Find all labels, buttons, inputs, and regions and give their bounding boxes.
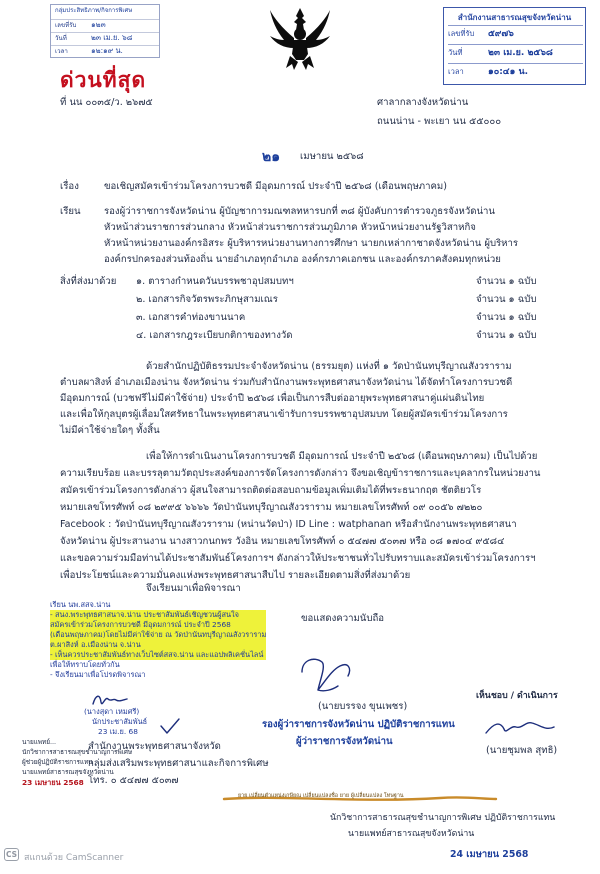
subject-text: ขอเชิญสมัครเข้าร่วมโครงการบวชดี มีอุดมการณ์ ประจำปี ๒๕๖๘ (เดือนพฤษภาคม) <box>104 181 447 192</box>
body-paragraph-2 <box>60 450 541 582</box>
signer-title-1: รองผู้ว่าราชการจังหวัดน่าน ปฏิบัติราชการแทน <box>262 719 455 730</box>
date-day: ๒๑ <box>262 149 281 165</box>
stamp-value: ๒๓ เม.ย. ๒๕๖๘ <box>488 48 553 58</box>
receipt-stamp-right <box>443 7 586 85</box>
paragraph-line: ตำบลผาสิงห์ อำเภอเมืองน่าน จังหวัดน่าน ร่วมกับสำนักงานพระพุทธศาสนาจังหวัดน่าน ได้จัดทำโครงการบวชดี <box>60 377 513 388</box>
chief-signature-icon <box>480 715 560 745</box>
attachment-qty: จำนวน ๑ ฉบับ <box>476 312 537 323</box>
attachment-item <box>136 311 546 329</box>
doc-number: ที่ นน ๐๐๓๕/ว. ๒๖๗๕ <box>60 97 153 108</box>
note-line: - สนง.พระพุทธศาสนาจ.น่าน ประชาสัมพันธ์เชิญชวนผู้สนใจ <box>50 610 266 620</box>
attachment-qty: จำนวน ๑ ฉบับ <box>476 294 537 305</box>
paragraph-line: เพื่อประโยชน์และความมั่นคงแห่งพระพุทธศาสนาสืบไป รายละเอียดตามสิ่งที่ส่งมาด้วย <box>60 570 411 581</box>
stamp-row <box>448 25 583 40</box>
attachments-label: สิ่งที่ส่งมาด้วย <box>60 276 117 287</box>
stamp-label: วันที่ <box>448 48 463 57</box>
stamp-label: เวลา <box>55 48 68 55</box>
urgency-stamp: ด่วนที่สุด <box>60 68 147 92</box>
paragraph-line: และเพื่อให้กุลบุตรผู้เลื่อมใสศรัทธาในพระพุทธศาสนาเข้ารับการบรรพชาอุปสมบท โดยผู้สมัครเข้าร่วมโครงการ <box>60 409 508 420</box>
approval-date: 23 เมษายน 2568 <box>22 778 84 787</box>
attachment-qty: จำนวน ๑ ฉบับ <box>476 276 537 287</box>
attachment-item <box>136 329 546 347</box>
paragraph-line: Facebook : วัดป่านันทบุรีญาณสังวราราม (หน่านวัดป่า) ID Line : watphanan หรือสำนักงานพระพุทธศาสนา <box>60 519 517 530</box>
note-line: เพื่อให้ทราบโดยทั่วกัน <box>50 660 120 669</box>
routing-banner <box>220 790 500 802</box>
note-staff-date: 23 เม.ย. 68 <box>98 727 138 736</box>
paragraph-line: ไม่มีค่าใช้จ่ายใดๆ ทั้งสิ้น <box>60 425 160 436</box>
stamp-row <box>51 32 159 44</box>
note-staff-title: นักประชาสัมพันธ์ <box>92 717 148 726</box>
signer-signature-icon <box>296 650 356 698</box>
attachment-item <box>136 293 546 311</box>
attachment-title: ๔. เอกสารกฎระเบียบกติกาของทางวัด <box>136 330 293 341</box>
dept-group: กลุ่มส่งเสริมพระพุทธศาสนาและกิจการพิเศษ <box>88 758 269 769</box>
paragraph-line: และขอความร่วมมือท่านได้ประชาสัมพันธ์โครงการฯ ดังกล่าวให้ประชาชนทั่วไปรับทราบและสมัครเข้าร่วมโครงการฯ <box>60 553 536 564</box>
recipients-label: เรียน <box>60 206 81 217</box>
stamp-value: ๑๒:๑๙ น. <box>91 46 123 55</box>
garuda-emblem-icon <box>268 6 332 72</box>
recipient-line: องค์กรปกครองส่วนท้องถิ่น นายอำเภอทุกอำเภอ องค์กรภาคเอกชน และองค์กรภาคสังคมทุกหน่วย <box>104 254 501 265</box>
paragraph-line: ด้วยสำนักปฏิบัติธรรมประจำจังหวัดน่าน (ธรรมยุต) แห่งที่ ๑ วัดป่านันทบุรีญาณสังวราราม <box>146 361 512 372</box>
stamp-row <box>448 44 583 59</box>
routing-note <box>50 600 266 680</box>
paragraph-line: สมัครเข้าร่วมโครงการดังกล่าว ผู้สนใจสามารถติดต่อสอบถามข้อมูลเพิ่มเติมได้ที่พระธนากฤต ชัตติยวโร <box>60 485 482 496</box>
agree-note: เห็นชอบ / ดำเนินการ <box>476 691 558 701</box>
paragraph-line: ความเรียบร้อย และบรรลุตามวัตถุประสงค์ของการจัดโครงการดังกล่าว จึงขอเชิญข้าราชการและบุคลากรในหน่วยงาน <box>60 468 541 479</box>
paragraph-line: หมายเลขโทรศัพท์ ๐๘ ๒๙๙๕ ๖๖๖๖ วัดป่านันทบุรีญาณสังวราราม หมายเลขโทรศัพท์ ๐๙ ๐๐๕๖ ๗๒๒๐ <box>60 502 483 513</box>
stamp-label: วันที่ <box>55 35 67 42</box>
stamp-row <box>51 45 159 57</box>
note-staff-name: (นางสุดา เหมศรี) <box>84 707 140 716</box>
recipient-line: หัวหน้าส่วนราชการส่วนกลาง หัวหน้าส่วนราชการส่วนภูมิภาค หัวหน้าหน่วยงานรัฐวิสาหกิจ <box>104 222 476 233</box>
stamp-label: เลขที่รับ <box>448 29 475 38</box>
recipient-line: หัวหน้าหน่วยงานองค์กรอิสระ ผู้บริหารหน่วยงานทางการศึกษา นายกเหล่ากาชาดจังหวัดน่าน ผู้บริหาร <box>104 238 519 249</box>
signer-title-2: ผู้ว่าราชการจังหวัดน่าน <box>296 736 393 747</box>
stamp-value: ๑๒๓ <box>91 20 106 29</box>
chief-date: 24 เมษายน 2568 <box>450 849 529 860</box>
approval-line: ผู้ช่วยผู้ปฏิบัติราชการแทน <box>22 758 93 766</box>
note-line: - จึงเรียนมาเพื่อโปรดพิจารณา <box>50 670 146 679</box>
paragraph-line: เพื่อให้การดำเนินงานโครงการบวชดี มีอุดมการณ์ ประจำปี ๒๕๖๘ (เดือนพฤษภาคม) เป็นไปด้วย <box>146 451 538 462</box>
approval-line: นักวิชาการสาธารณสุขชำนาญการพิเศษ <box>22 748 133 756</box>
camscanner-watermark: สแกนด้วย CamScanner <box>24 853 124 863</box>
closing-regards: ขอแสดงความนับถือ <box>301 613 385 624</box>
attachment-title: ๓. เอกสารคำท่องขานนาค <box>136 312 246 323</box>
attachment-qty: จำนวน ๑ ฉบับ <box>476 330 537 341</box>
office-name: ศาลากลางจังหวัดน่าน <box>377 97 469 108</box>
chief-title-2: นายแพทย์สาธารณสุขจังหวัดน่าน <box>348 829 475 839</box>
recipients-block <box>104 205 518 266</box>
check-mark-icon <box>158 716 182 736</box>
date-month-year: เมษายน ๒๕๖๘ <box>300 151 364 162</box>
approval-line: นายแพทย์... <box>22 738 57 746</box>
attachments-list <box>136 275 546 347</box>
attachment-title: ๑. ตารางกำหนดวันบรรพชาอุปสมบทฯ <box>136 276 294 287</box>
note-line: (เดือนพฤษภาคม)โดยไม่มีค่าใช้จ่าย ณ วัดป่านันทบุรีญาณสังวราราม <box>50 630 267 639</box>
paragraph-line: จังหวัดน่าน ผู้ประสานงาน นางสาวกนกพร วังอิน หมายเลขโทรศัพท์ ๐ ๕๔๗๗ ๕๐๓๗ หรือ ๐๘ ๑๗๐๔ ๙๕๘๔ <box>60 536 505 547</box>
chief-title-1: นักวิชาการสาธารณสุขชำนาญการพิเศษ ปฏิบัติราชการแทน <box>330 813 556 823</box>
dept-phone: โทร. ๐ ๕๔๗๗ ๕๐๓๗ <box>88 775 179 786</box>
camscanner-badge: CS <box>5 850 18 859</box>
stamp-value: ๕๙๗๖ <box>488 29 514 39</box>
subject-label: เรื่อง <box>60 181 79 192</box>
paragraph-line: มีอุดมการณ์ (บวชฟรีไม่มีค่าใช้จ่าย) ประจำปี ๒๕๖๘ เพื่อเป็นการสืบต่ออายุพระพุทธศาสนาคู่แผ่นดินไทย <box>60 393 485 404</box>
attachment-item <box>136 275 546 293</box>
body-paragraph-1 <box>60 360 512 437</box>
note-line: - เห็นควรประชาสัมพันธ์ทางเว็บไซต์สสจ.น่าน และแอปพลิเคชั่นไลน์ <box>50 650 266 660</box>
banner-text: ยาย เปลี่ยนตำแหน่งเกษียณ เปลี่ยนแปลงชื่อ ยาย ผู้เปลี่ยนแปลง โทษฐาน <box>238 793 404 799</box>
stamp-value: ๑๐:๔๑ น. <box>488 67 529 77</box>
stamp-row <box>51 19 159 31</box>
stamp-org: กลุ่มประสิทธิภาพ/กิจการพิเศษ <box>55 7 133 14</box>
stamp-row <box>448 63 583 78</box>
signer-name: (นายบรรจง ขุนเพชร) <box>318 701 408 712</box>
dept-name: สำนักงานพระพุทธศาสนาจังหวัด <box>88 741 221 752</box>
stamp-title: สำนักงานสาธารณสุขจังหวัดน่าน <box>457 13 572 22</box>
stamp-label: เลขที่รับ <box>55 22 77 29</box>
approval-line: นายแพทย์สาธารณสุขจังหวัดน่าน <box>22 768 114 776</box>
office-address: ถนนน่าน - พะเยา นน ๕๕๐๐๐ <box>377 116 502 127</box>
note-header: เรียน นพ.สสจ.น่าน <box>50 600 111 609</box>
note-line: ต.ผาสิงห์ อ.เมืองน่าน จ.น่าน <box>50 640 266 650</box>
stamp-label: เวลา <box>448 67 464 76</box>
stamp-value: ๒๓ เม.ย. ๖๘ <box>91 33 133 42</box>
attachment-title: ๒. เอกสารกิจวัตรพระภิกษุสามเณร <box>136 294 278 305</box>
chief-name: (นายชุมพล สุทธิ) <box>486 745 558 756</box>
receipt-stamp-left <box>50 4 160 58</box>
closing-line: จึงเรียนมาเพื่อพิจารณา <box>146 583 241 594</box>
recipient-line: รองผู้ว่าราชการจังหวัดน่าน ผู้บัญชาการมณฑลทหารบกที่ ๓๘ ผู้บังคับการตำรวจภูธรจังหวัดน่าน <box>104 206 495 217</box>
note-line: สมัครเข้าร่วมโครงการบวชดี มีอุดมการณ์ ประจำปี 2568 <box>50 620 266 630</box>
